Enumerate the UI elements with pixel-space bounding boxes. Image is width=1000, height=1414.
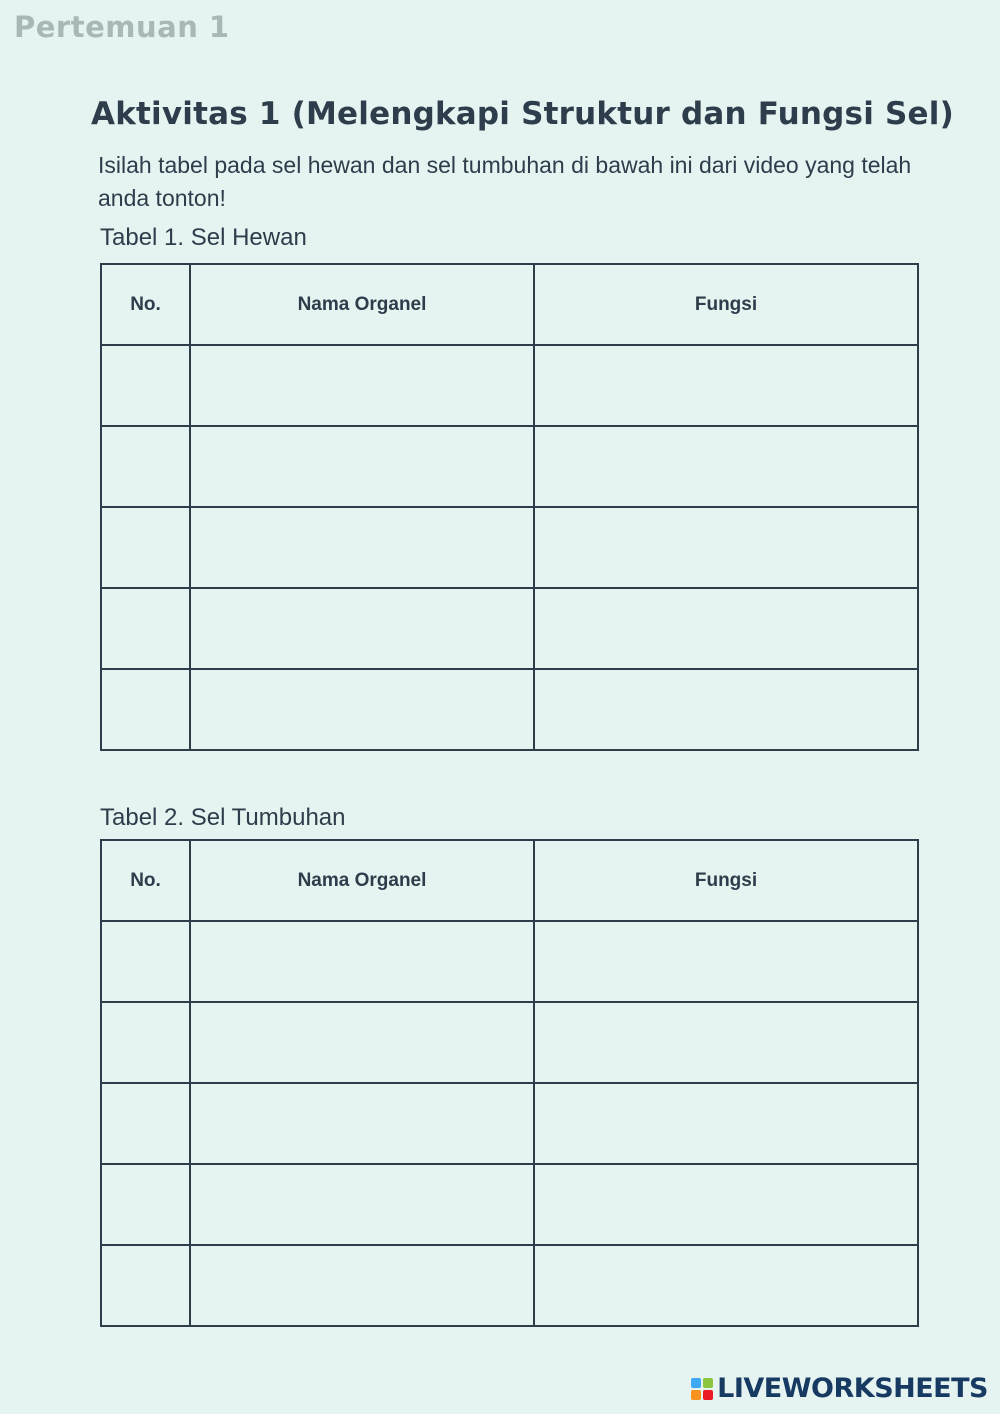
answer-cell-organelle-name[interactable] — [190, 669, 534, 750]
column-header-organelle-name: Nama Organel — [190, 840, 534, 921]
answer-cell-no[interactable] — [101, 345, 190, 426]
table-caption-plant-cell: Tabel 2. Sel Tumbuhan — [100, 804, 346, 831]
answer-cell-no[interactable] — [101, 1164, 190, 1245]
answer-cell-function[interactable] — [534, 426, 918, 507]
answer-cell-function[interactable] — [534, 1245, 918, 1326]
table-header-row — [101, 840, 918, 921]
column-header-function: Fungsi — [534, 264, 918, 345]
table-plant-cell — [100, 839, 919, 1327]
answer-cell-function[interactable] — [534, 588, 918, 669]
liveworksheets-logo — [691, 1373, 988, 1404]
logo-square — [691, 1390, 701, 1400]
meeting-label: Pertemuan 1 — [14, 10, 230, 44]
table-row — [101, 1083, 918, 1164]
answer-cell-organelle-name[interactable] — [190, 921, 534, 1002]
logo-wordmark: LIVEWORKSHEETS — [717, 1373, 988, 1404]
table-caption-animal-cell: Tabel 1. Sel Hewan — [100, 224, 307, 251]
table-row — [101, 1164, 918, 1245]
table-row — [101, 669, 918, 750]
column-header-function: Fungsi — [534, 840, 918, 921]
table-row — [101, 921, 918, 1002]
answer-cell-organelle-name[interactable] — [190, 588, 534, 669]
answer-cell-no[interactable] — [101, 507, 190, 588]
answer-cell-function[interactable] — [534, 1164, 918, 1245]
table-row — [101, 1245, 918, 1326]
table-animal-cell — [100, 263, 919, 751]
answer-cell-organelle-name[interactable] — [190, 345, 534, 426]
logo-square — [703, 1390, 713, 1400]
table-row — [101, 1002, 918, 1083]
answer-cell-function[interactable] — [534, 1083, 918, 1164]
answer-cell-no[interactable] — [101, 1245, 190, 1326]
answer-cell-no[interactable] — [101, 1083, 190, 1164]
table-header-row — [101, 264, 918, 345]
table-row — [101, 588, 918, 669]
answer-cell-function[interactable] — [534, 345, 918, 426]
answer-cell-organelle-name[interactable] — [190, 426, 534, 507]
answer-cell-no[interactable] — [101, 588, 190, 669]
table-row — [101, 426, 918, 507]
answer-cell-no[interactable] — [101, 921, 190, 1002]
answer-cell-function[interactable] — [534, 1002, 918, 1083]
column-header-organelle-name: Nama Organel — [190, 264, 534, 345]
answer-cell-no[interactable] — [101, 669, 190, 750]
answer-cell-organelle-name[interactable] — [190, 1083, 534, 1164]
table-row — [101, 345, 918, 426]
answer-cell-function[interactable] — [534, 507, 918, 588]
answer-cell-function[interactable] — [534, 669, 918, 750]
logo-square — [691, 1378, 701, 1388]
answer-cell-organelle-name[interactable] — [190, 1002, 534, 1083]
column-header-no: No. — [101, 264, 190, 345]
column-header-no: No. — [101, 840, 190, 921]
table-row — [101, 507, 918, 588]
answer-cell-no[interactable] — [101, 1002, 190, 1083]
answer-cell-organelle-name[interactable] — [190, 507, 534, 588]
answer-cell-no[interactable] — [101, 426, 190, 507]
answer-cell-function[interactable] — [534, 921, 918, 1002]
activity-title: Aktivitas 1 (Melengkapi Struktur dan Fungsi Sel) — [91, 96, 954, 132]
instruction-text: Isilah tabel pada sel hewan dan sel tumbuhan di bawah ini dari video yang telah anda tonton! — [98, 152, 912, 211]
answer-cell-organelle-name[interactable] — [190, 1245, 534, 1326]
answer-cell-organelle-name[interactable] — [190, 1164, 534, 1245]
liveworksheets-logo-icon — [691, 1378, 713, 1400]
logo-square — [703, 1378, 713, 1388]
